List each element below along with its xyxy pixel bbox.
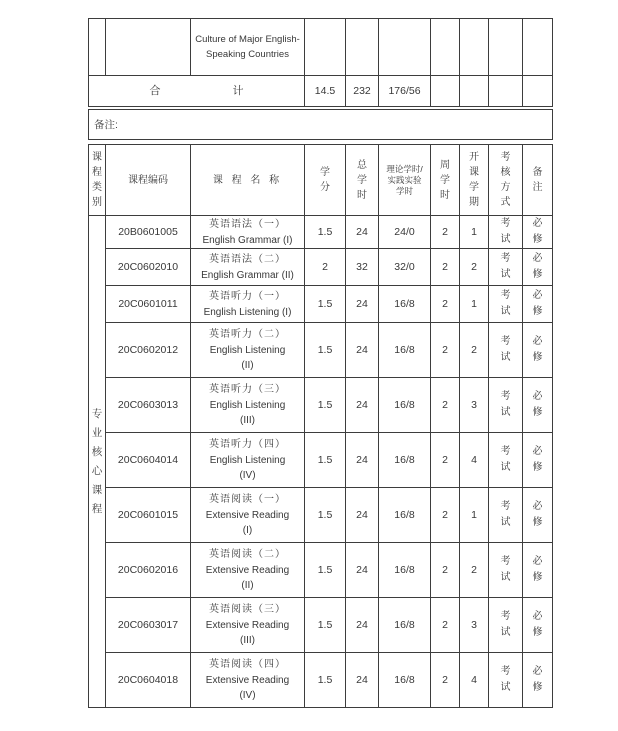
course-code: 20C0601011 [106,286,191,323]
total-hours-value: 24 [346,323,379,378]
total-label-right: 计 [232,84,244,97]
remark-value [523,488,553,543]
course-name [191,249,305,286]
credits-value: 1.5 [305,598,346,653]
empty-cell [346,19,379,76]
total-hours-value: 24 [346,433,379,488]
total-hours-value: 24 [346,598,379,653]
weekly-hours-value: 2 [431,488,460,543]
header-theory-line2: 实践实验 [387,174,422,185]
header-theory-line1: 理论学时/ [386,163,423,174]
assessment-text: 考试 [500,336,511,363]
header-remark [523,145,553,216]
empty-cell [431,19,460,76]
course-name [191,543,305,598]
credits-value: 1.5 [305,543,346,598]
credits-value: 1.5 [305,323,346,378]
credits-value: 2 [305,249,346,286]
course-table [88,144,553,708]
semester-value: 3 [460,598,489,653]
empty-cell [379,19,431,76]
category-label: 专业核心课程 [91,407,103,515]
empty-cell [460,76,489,107]
course-name-en: English Listening [209,455,286,466]
remark-text: 必修 [532,446,543,473]
remark-value [523,323,553,378]
course-name-en: Extensive Reading [205,620,290,631]
remarks-bar [88,109,553,140]
assessment-text: 考试 [500,611,511,638]
semester-value: 4 [460,433,489,488]
course-name [191,216,305,249]
weekly-hours-value: 2 [431,653,460,708]
total-hours-value: 24 [346,543,379,598]
assessment-value [489,433,523,488]
remark-text: 必修 [532,218,543,245]
theory-practice-value: 16/8 [379,286,431,323]
weekly-hours-value: 2 [431,249,460,286]
header-weekly-hours-label: 周学时 [440,159,450,201]
course-name-zh: 英语听力（三） [209,384,286,395]
weekly-hours-value: 2 [431,598,460,653]
weekly-hours-value: 2 [431,286,460,323]
theory-practice-value: 16/8 [379,653,431,708]
course-name-en: Extensive Reading [205,510,290,521]
assessment-value [489,249,523,286]
course-name-en: English Listening [209,345,286,356]
assessment-value [489,598,523,653]
theory-practice-value: 32/0 [379,249,431,286]
total-hours: 232 [346,76,379,107]
weekly-hours-value: 2 [431,216,460,249]
course-name-zh: 英语阅读（四） [209,659,286,670]
theory-practice-value: 16/8 [379,323,431,378]
assessment-value [489,653,523,708]
header-theory-line3: 学时 [395,185,413,196]
total-hours-value: 24 [346,488,379,543]
course-name-en2: (III) [240,635,255,646]
header-semester-label: 开课学期 [469,152,479,208]
empty-cell [489,19,523,76]
course-name [191,488,305,543]
header-theory-practice [379,145,431,216]
header-assessment [489,145,523,216]
theory-practice-value: 24/0 [379,216,431,249]
remark-text: 必修 [532,611,543,638]
semester-value: 2 [460,323,489,378]
empty-cell [305,19,346,76]
assessment-value [489,378,523,433]
assessment-text: 考试 [500,218,511,245]
remark-text: 必修 [532,290,543,317]
total-label-left: 合 [149,84,161,97]
empty-cell [460,19,489,76]
course-name [191,286,305,323]
theory-practice-value: 16/8 [379,488,431,543]
theory-practice-value: 16/8 [379,543,431,598]
remark-value [523,249,553,286]
total-hours-value: 24 [346,378,379,433]
semester-value: 2 [460,543,489,598]
empty-cell [523,76,553,107]
remark-value [523,378,553,433]
assessment-text: 考试 [500,556,511,583]
total-credits: 14.5 [305,76,346,107]
total-hours-value: 24 [346,216,379,249]
assessment-value [489,488,523,543]
course-name-zh: 英语阅读（一） [209,494,286,505]
assessment-text: 考试 [500,666,511,693]
header-total-hours [346,145,379,216]
credits-value: 1.5 [305,488,346,543]
course-name [191,653,305,708]
weekly-hours-value: 2 [431,433,460,488]
course-name-zh: 英语听力（一） [209,290,286,302]
header-weekly-hours [431,145,460,216]
course-name-en2: (III) [240,415,255,426]
course-code: 20C0604014 [106,433,191,488]
semester-value: 4 [460,653,489,708]
remark-value [523,286,553,323]
assessment-text: 考试 [500,446,511,473]
table-fragment-top [88,18,553,107]
course-name [191,433,305,488]
empty-category-cell [89,19,106,76]
total-hours-value: 24 [346,653,379,708]
remark-text: 必修 [532,253,543,280]
course-name [191,323,305,378]
assessment-value [489,543,523,598]
credits-value: 1.5 [305,378,346,433]
course-name-en: Extensive Reading [205,675,290,686]
header-course-name: 课 程 名 称 [191,145,305,216]
remark-text: 必修 [532,666,543,693]
assessment-text: 考试 [500,290,511,317]
remark-value [523,433,553,488]
total-row-label [89,76,305,107]
assessment-value [489,216,523,249]
credits-value: 1.5 [305,216,346,249]
remark-text: 必修 [532,336,543,363]
header-category-label: 课程类别 [92,152,102,208]
course-code: 20C0601015 [106,488,191,543]
assessment-text: 考试 [500,391,511,418]
weekly-hours-value: 2 [431,378,460,433]
assessment-value [489,323,523,378]
continued-course-name: Culture of Major English-Speaking Countries [191,19,305,76]
header-remark-label: 备注 [532,167,543,193]
header-credits-label: 学分 [320,167,330,193]
header-category [89,145,106,216]
course-code: 20C0603017 [106,598,191,653]
header-code: 课程编码 [106,145,191,216]
credits-value: 1.5 [305,286,346,323]
semester-value: 1 [460,286,489,323]
course-code: 20C0602016 [106,543,191,598]
assessment-text: 考试 [500,253,511,280]
course-code: 20C0604018 [106,653,191,708]
header-total-hours-label: 总学时 [357,159,367,201]
course-code: 20C0603013 [106,378,191,433]
course-name [191,598,305,653]
theory-practice-value: 16/8 [379,433,431,488]
course-name-en: Extensive Reading [205,565,290,576]
empty-cell [431,76,460,107]
course-name-en2: (IV) [239,690,256,701]
course-code: 20B0601005 [106,216,191,249]
semester-value: 1 [460,216,489,249]
empty-cell [489,76,523,107]
course-name-en2: (II) [241,580,254,591]
header-assessment-label: 考核方式 [500,152,511,208]
course-name-en2: (II) [241,360,254,371]
weekly-hours-value: 2 [431,543,460,598]
course-name [191,378,305,433]
course-name-en2: (IV) [239,470,256,481]
empty-cell [523,19,553,76]
page-content [88,18,554,708]
total-theory-practice: 176/56 [379,76,431,107]
theory-practice-value: 16/8 [379,378,431,433]
header-semester [460,145,489,216]
semester-value: 3 [460,378,489,433]
credits-value: 1.5 [305,653,346,708]
course-name-zh: 英语语法（二） [209,253,286,265]
assessment-text: 考试 [500,501,511,528]
remark-value [523,543,553,598]
weekly-hours-value: 2 [431,323,460,378]
remark-text: 必修 [532,501,543,528]
course-name-zh: 英语听力（四） [209,439,286,450]
course-name-zh: 英语阅读（二） [209,549,286,560]
course-name-en: English Grammar (II) [201,269,294,281]
course-name-en: English Listening (I) [203,306,292,318]
remark-text: 必修 [532,556,543,583]
semester-value: 2 [460,249,489,286]
assessment-value [489,286,523,323]
theory-practice-value: 16/8 [379,598,431,653]
total-hours-value: 32 [346,249,379,286]
course-name-zh: 英语听力（二） [209,329,286,340]
course-name-en: English Listening [209,400,286,411]
course-name-en2: (I) [242,525,253,536]
category-merged-cell [89,216,106,708]
empty-code-cell [106,19,191,76]
remark-text: 必修 [532,391,543,418]
course-name-en: English Grammar (I) [202,234,293,246]
semester-value: 1 [460,488,489,543]
remark-value [523,216,553,249]
remarks-label: 备注: [94,119,118,131]
credits-value: 1.5 [305,433,346,488]
course-code: 20C0602012 [106,323,191,378]
course-code: 20C0602010 [106,249,191,286]
course-name-zh: 英语阅读（三） [209,604,286,615]
remark-value [523,598,553,653]
total-hours-value: 24 [346,286,379,323]
remark-value [523,653,553,708]
header-credits [305,145,346,216]
course-name-zh: 英语语法（一） [209,218,286,230]
